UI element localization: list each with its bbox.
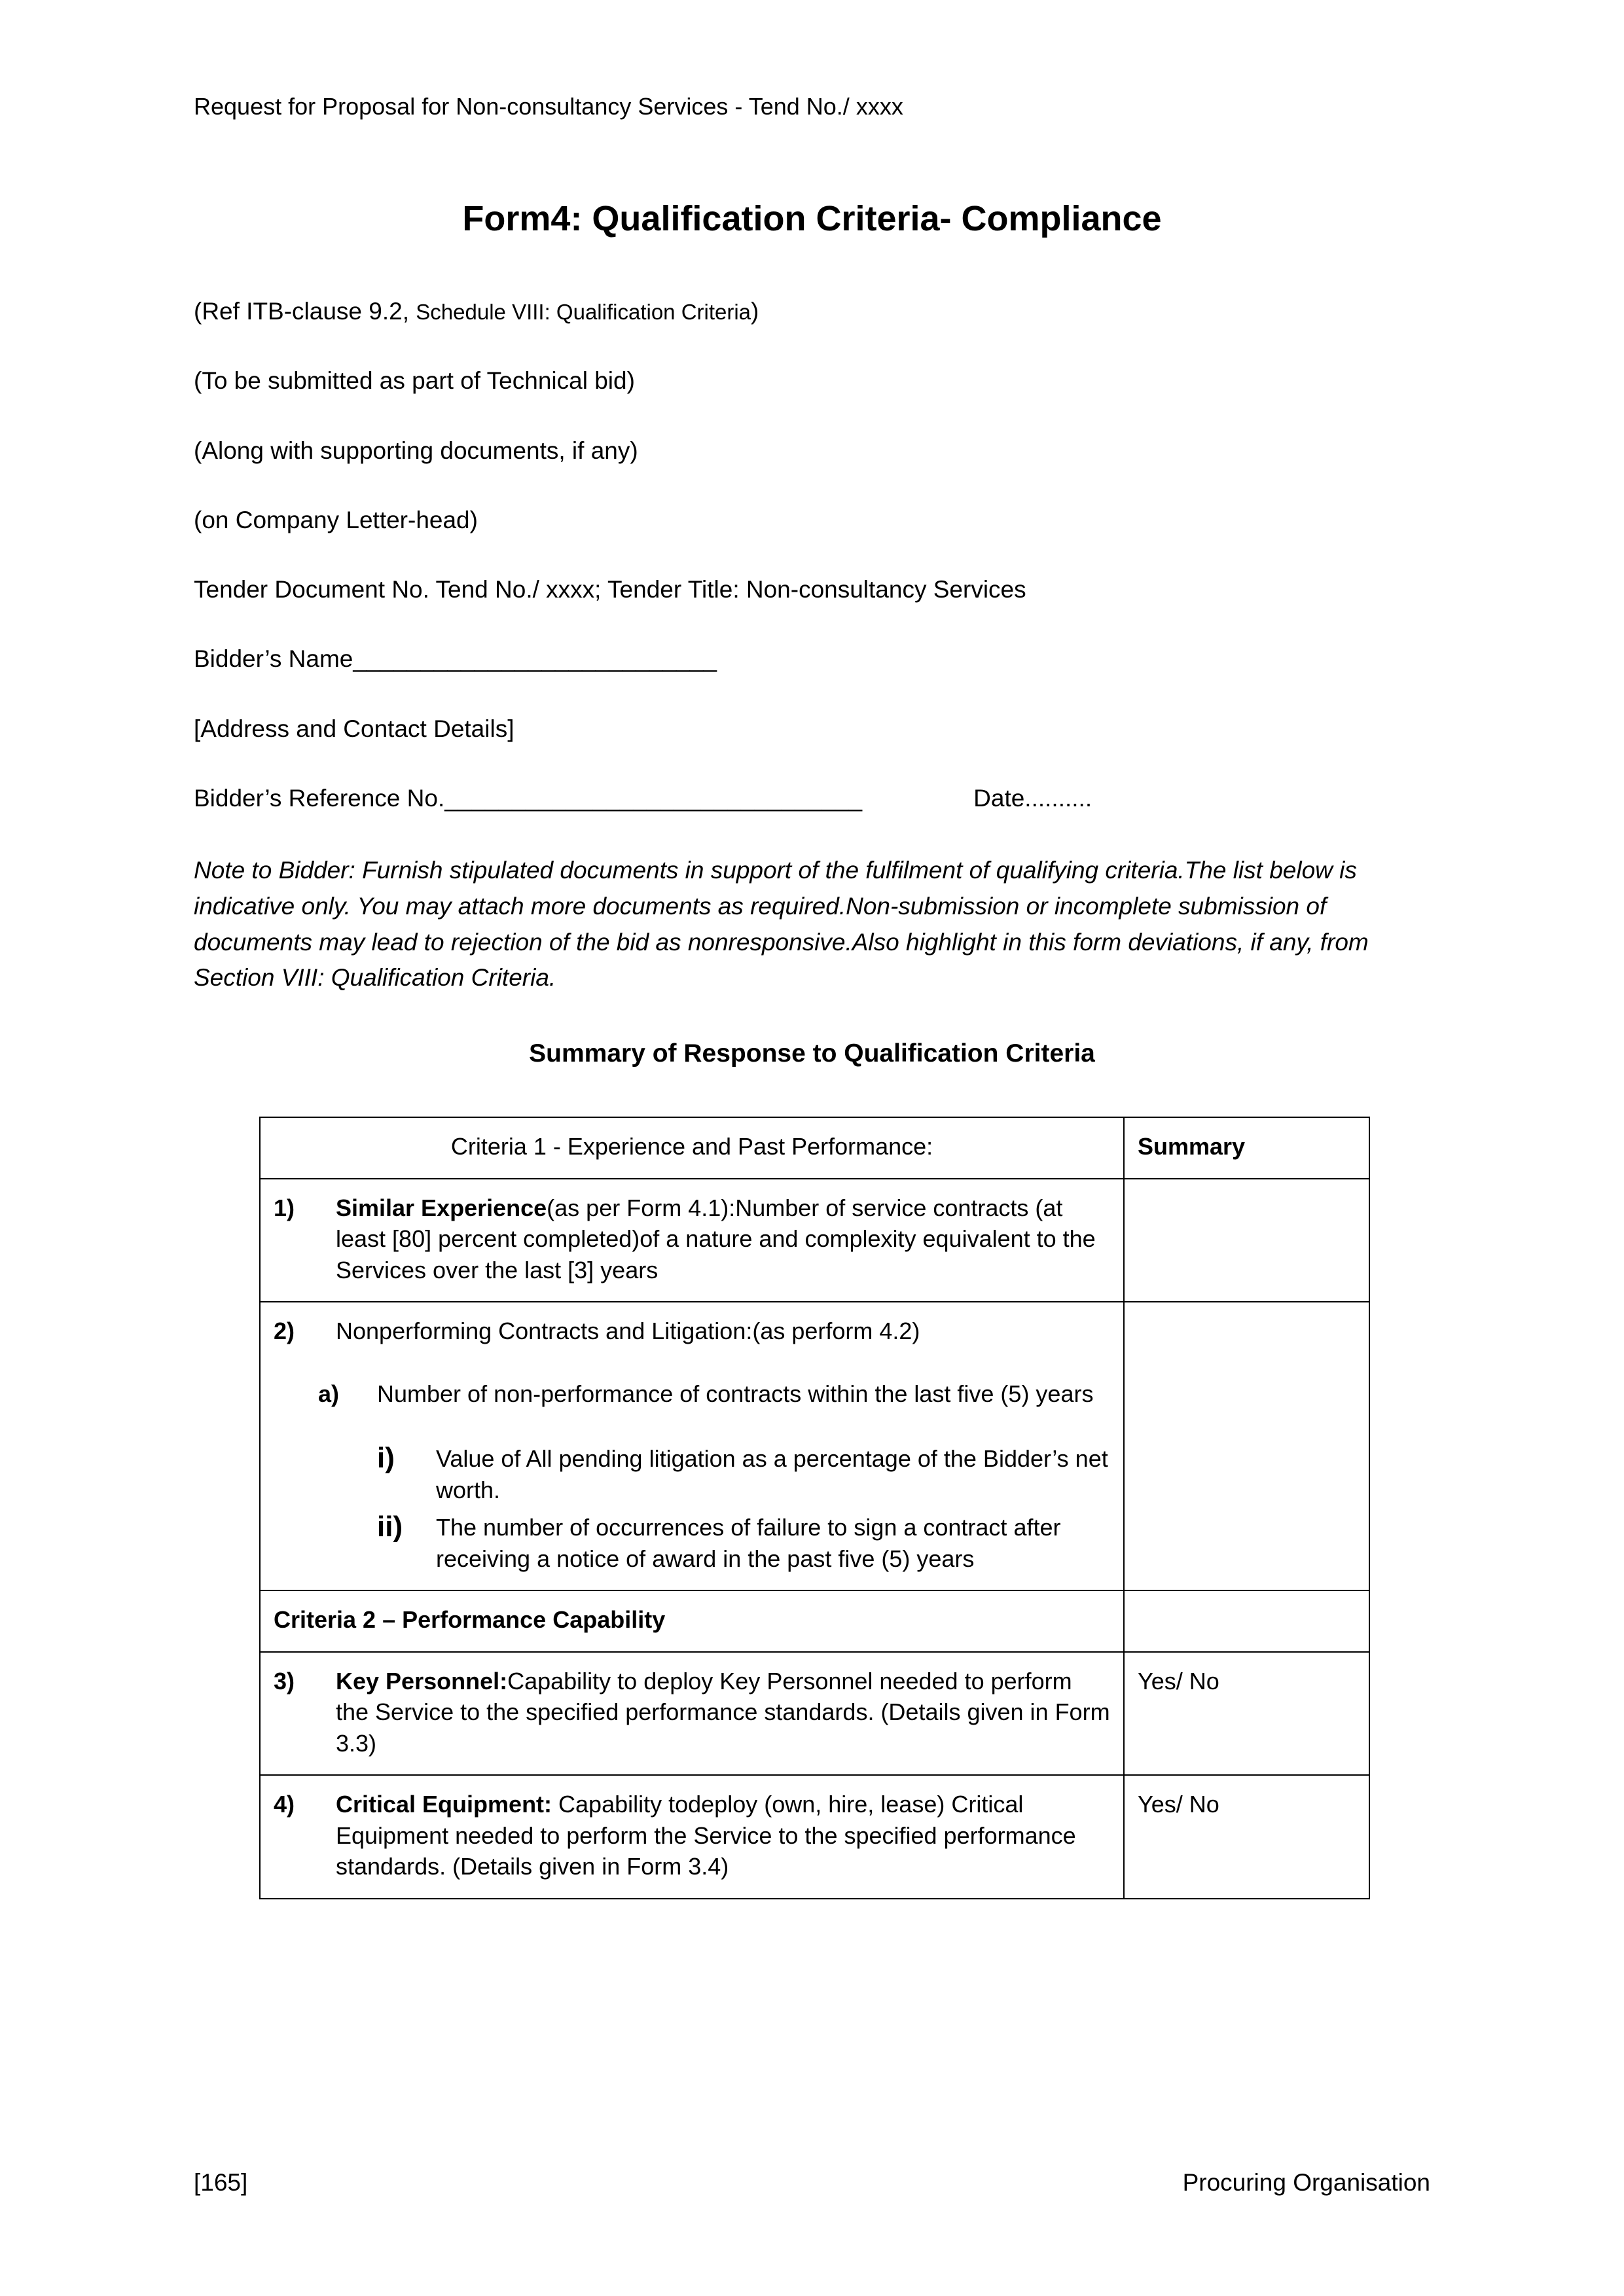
table-header-row bbox=[260, 1117, 1369, 1179]
address-line: [Address and Contact Details] bbox=[194, 715, 514, 742]
item-text bbox=[336, 1789, 1110, 1882]
table-row bbox=[260, 1302, 1369, 1590]
table-row bbox=[260, 1775, 1369, 1899]
item-number: 1) bbox=[274, 1194, 295, 1221]
page-footer bbox=[194, 2169, 1430, 2197]
sub-item-ii-number: ii) bbox=[377, 1511, 403, 1543]
item-number: 3) bbox=[274, 1667, 295, 1695]
critical-equipment-item bbox=[274, 1789, 1110, 1882]
qualification-criteria-table bbox=[259, 1117, 1370, 1899]
table-row bbox=[260, 1179, 1369, 1302]
bidder-reference-label: Bidder’s Reference No._______________________________ bbox=[194, 784, 863, 812]
tender-doc-line: Tender Document No. Tend No./ xxxx; Tender Title: Non-consultancy Services bbox=[194, 576, 1026, 603]
note-to-bidder: Note to Bidder: Furnish stipulated documents in support of the fulfilment of qualifying criteria.The list below is indicative only. You may attach more documents as required.Non-submission or incomplete submission of documents may lead to rejection of the bid as nonresponsive.Also highlight in this form deviations, if any, from Section VIII: Qualification Criteria. bbox=[194, 857, 1369, 992]
page-header: Request for Proposal for Non-consultancy Services - Tend No./ xxxx bbox=[194, 93, 903, 120]
table-row bbox=[260, 1590, 1369, 1652]
key-personnel-item bbox=[274, 1666, 1110, 1759]
ref-itb-line bbox=[194, 296, 1430, 327]
criteria2-label: Criteria 2 – Performance Capability bbox=[274, 1606, 666, 1634]
sub-item-i-number: i) bbox=[377, 1442, 395, 1475]
item-label-rest: (as per Form 4.1):Number of service contracts (at least [80] percent completed)of a nature and complexity equivalent to the Services over the last [3] years bbox=[336, 1194, 1096, 1283]
footer-organisation: Procuring Organisation bbox=[1182, 2169, 1430, 2196]
item-text bbox=[336, 1666, 1110, 1759]
technical-bid-line: (To be submitted as part of Technical bid) bbox=[194, 367, 635, 395]
summary-cell bbox=[1124, 1179, 1369, 1302]
summary-table-title: Summary of Response to Qualification Criteria bbox=[529, 1039, 1095, 1067]
criteria2-cell bbox=[260, 1590, 1124, 1652]
sub-item-i bbox=[377, 1443, 1110, 1505]
critical-equipment-cell bbox=[260, 1775, 1124, 1899]
item-label-bold: Key Personnel: bbox=[336, 1667, 508, 1695]
page-number: [165] bbox=[194, 2169, 248, 2196]
supporting-docs-line: (Along with supporting documents, if any) bbox=[194, 437, 638, 464]
ref-itb-suffix: ) bbox=[751, 298, 759, 325]
sub-item-a bbox=[318, 1378, 1110, 1410]
summary-cell bbox=[1124, 1590, 1369, 1652]
key-personnel-cell bbox=[260, 1652, 1124, 1776]
nonperforming-contracts-item bbox=[274, 1316, 1110, 1347]
item-text: Nonperforming Contracts and Litigation:(as perform 4.2) bbox=[336, 1318, 920, 1345]
date-label: Date.......... bbox=[973, 784, 1092, 812]
bidder-name-line: Bidder’s Name___________________________ bbox=[194, 645, 717, 673]
criteria1-header-cell: Criteria 1 - Experience and Past Performance: bbox=[260, 1117, 1124, 1179]
ref-itb-prefix: (Ref ITB-clause 9.2, bbox=[194, 298, 416, 325]
table-row bbox=[260, 1652, 1369, 1776]
summary-cell bbox=[1124, 1302, 1369, 1590]
nonperforming-contracts-cell bbox=[260, 1302, 1124, 1590]
item-label-bold: Similar Experience bbox=[336, 1194, 547, 1221]
letterhead-line: (on Company Letter-head) bbox=[194, 506, 478, 533]
similar-experience-item bbox=[274, 1193, 1110, 1286]
item-text bbox=[336, 1193, 1110, 1286]
sub-item-a-number: a) bbox=[318, 1380, 340, 1407]
summary-header-cell: Summary bbox=[1124, 1117, 1369, 1179]
sub-item-a-text: Number of non-performance of contracts within the last five (5) years bbox=[377, 1380, 1094, 1407]
item-number: 4) bbox=[274, 1791, 295, 1818]
form-title: Form4: Qualification Criteria- Compliance bbox=[462, 199, 1162, 238]
bidder-reference-line bbox=[194, 783, 1430, 814]
item-label-bold: Critical Equipment: bbox=[336, 1791, 552, 1818]
ref-itb-schedule: Schedule VIII: Qualification Criteria bbox=[416, 300, 751, 324]
item-number: 2) bbox=[274, 1318, 295, 1345]
summary-cell: Yes/ No bbox=[1124, 1652, 1369, 1776]
sub-item-ii-text: The number of occurrences of failure to sign a contract after receiving a notice of award in the past five (5) years bbox=[436, 1514, 1061, 1572]
sub-item-ii bbox=[377, 1512, 1110, 1574]
similar-experience-cell bbox=[260, 1179, 1124, 1302]
item-label-rest: Capability to deploy Key Personnel needed to perform the Service to the specified performance standards. (Details given in Form 3.3) bbox=[336, 1667, 1110, 1757]
sub-item-i-text: Value of All pending litigation as a percentage of the Bidder’s net worth. bbox=[436, 1445, 1108, 1503]
item-label-rest: Capability todeploy (own, hire, lease) Critical Equipment needed to perform the Service to the specified performance standards. (Details given in Form 3.4) bbox=[336, 1791, 1076, 1880]
summary-cell: Yes/ No bbox=[1124, 1775, 1369, 1899]
